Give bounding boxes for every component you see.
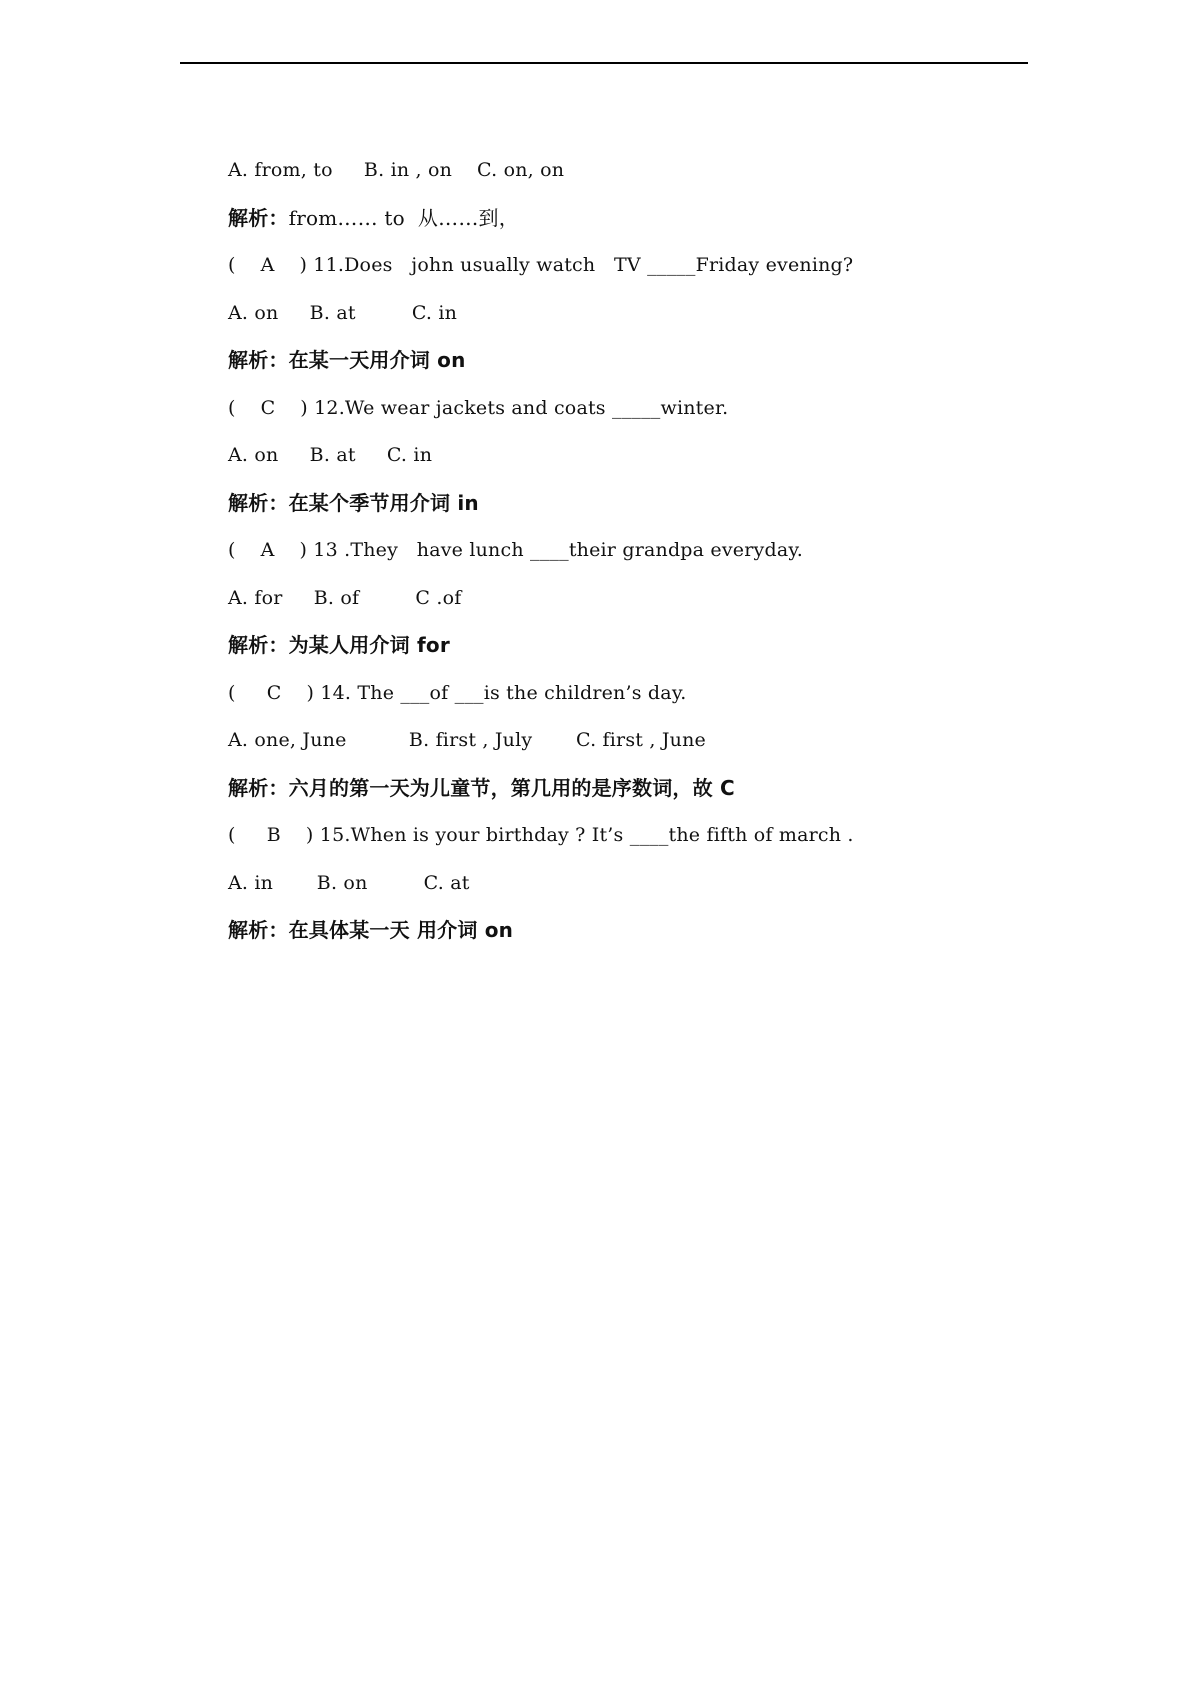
header-rule (180, 62, 1028, 64)
question-line: ( A ) 11.Does john usually watch TV _____Friday evening? (228, 254, 854, 276)
analysis-text: 六月的第一天为儿童节，第几用的是序数词，故 C (288, 775, 735, 800)
analysis-label: 解析： (228, 633, 289, 657)
analysis-line (228, 483, 1028, 531)
analysis-label: 解析： (228, 490, 289, 515)
analysis-line (228, 198, 1028, 246)
analysis-text: 在具体某一天 用介词 on (288, 918, 514, 942)
options-line: A. on B. at C. in (228, 301, 458, 324)
question-line: ( C ) 12.We wear jackets and coats _____winter. (228, 396, 729, 419)
analysis-label: 解析： (228, 348, 289, 372)
analysis-label: 解析： (228, 918, 289, 942)
options-line: A. in B. on C. at (228, 871, 470, 894)
question-line: ( C ) 14. The ___of ___is the children’s day. (228, 681, 687, 704)
analysis-line (228, 625, 1028, 673)
analysis-line (228, 340, 1028, 388)
analysis-label: 解析： (228, 205, 289, 230)
options-line: A. from, to B. in , on C. on, on (228, 159, 565, 181)
document-body (228, 150, 1028, 958)
analysis-text: 在某个季节用介词 in (288, 490, 479, 515)
options-line: A. on B. at C. in (228, 444, 433, 466)
analysis-line (228, 768, 1028, 816)
analysis-text: from…… to 从……到， (288, 205, 519, 230)
question-line: ( A ) 13 .They have lunch ____their grandpa everyday. (228, 539, 804, 561)
analysis-text: 为某人用介词 for (288, 633, 450, 657)
analysis-text: 在某一天用介词 on (288, 348, 466, 372)
question-line: ( B ) 15.When is your birthday ? It’s ____the fifth of march . (228, 824, 854, 846)
analysis-label: 解析： (228, 775, 289, 800)
options-line: A. one, June B. first , July C. first , June (228, 729, 706, 751)
options-line: A. for B. of C .of (228, 586, 462, 609)
analysis-line (228, 910, 1028, 958)
